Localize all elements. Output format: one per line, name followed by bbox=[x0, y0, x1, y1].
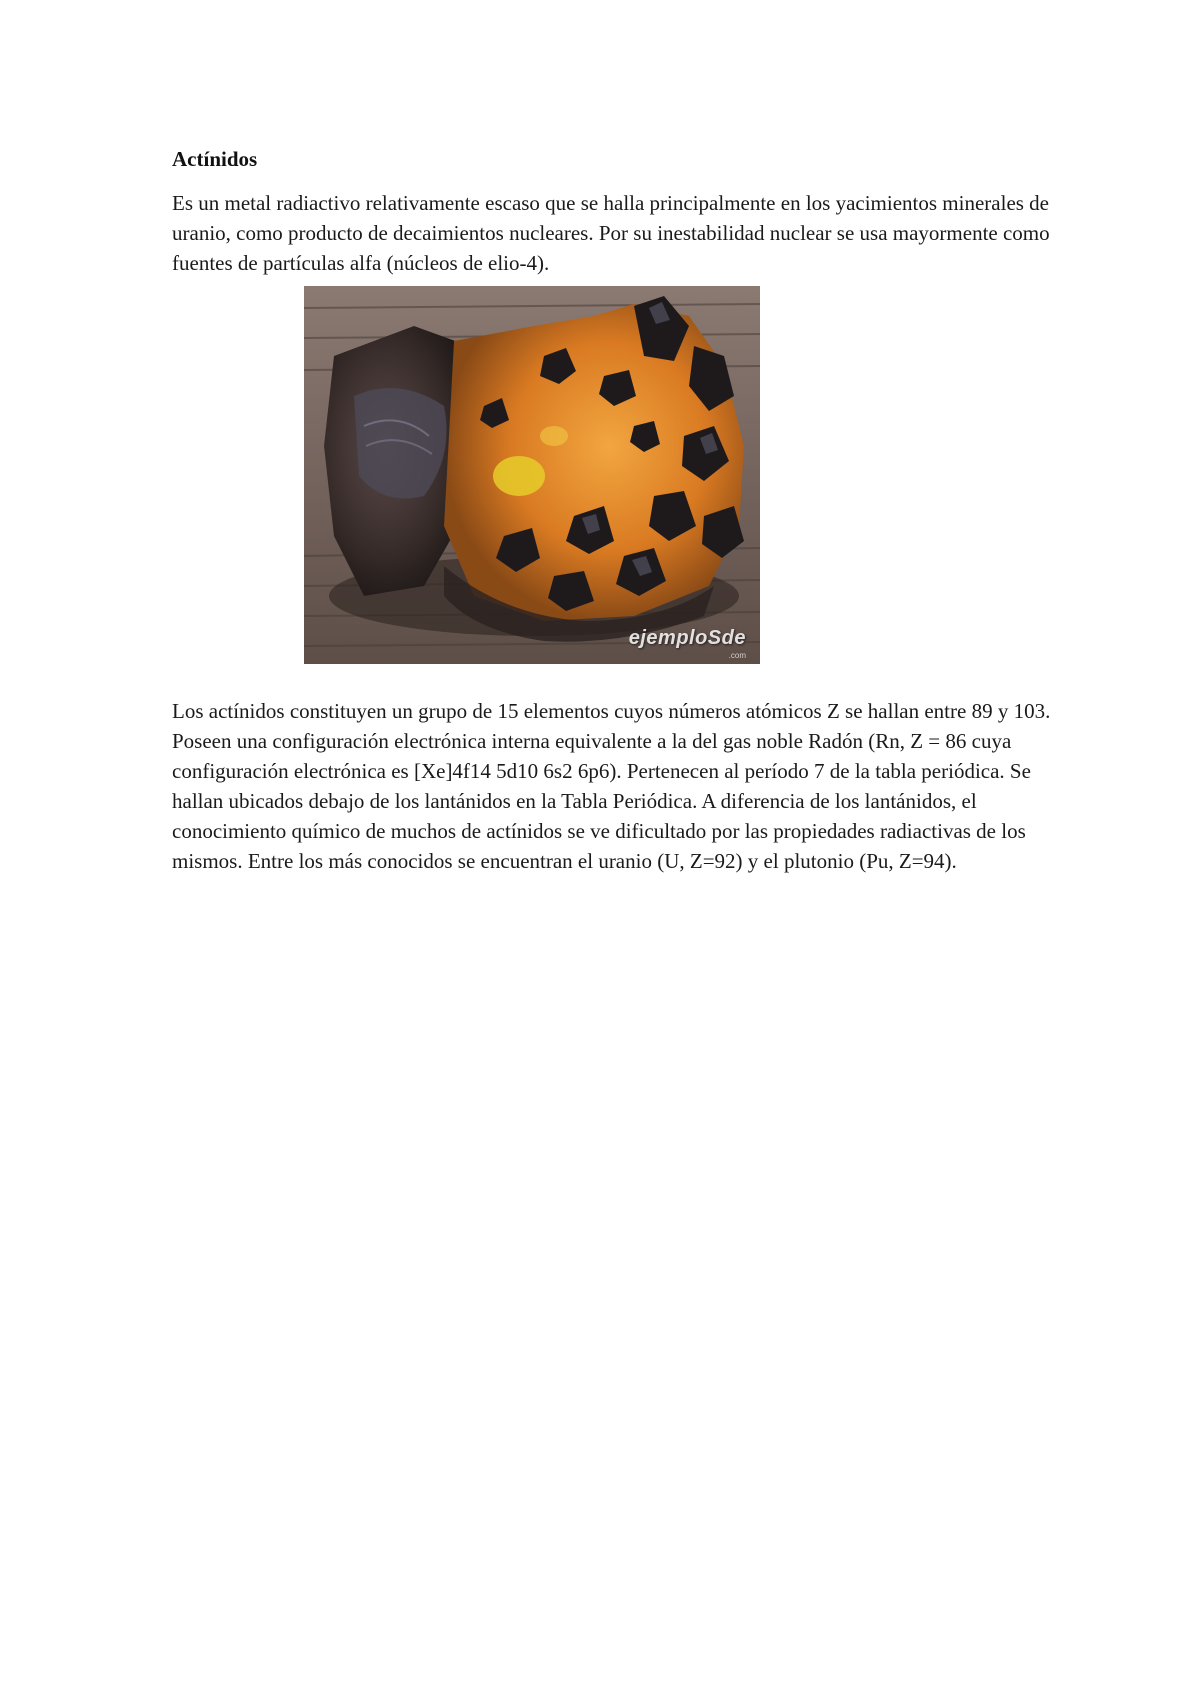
section-heading: Actínidos bbox=[172, 147, 258, 171]
watermark-logo: ejemploSde bbox=[628, 627, 746, 649]
figure-container bbox=[172, 286, 1052, 696]
mineral-photo bbox=[304, 286, 760, 664]
actinides-paragraph: Los actínidos constituyen un grupo de 15 elementos cuyos números atómicos Z se hallan entre 89 y 103. Poseen una configuración electrónica interna equivalente a la del gas noble Radón (Rn, Z = 86 cuya configuración electrónica es [Xe]4f14 5d10 6s2 6p6). Pertenecen al período 7 de la tabla periódica. Se hallan ubicados debajo de los lantánidos en la Tabla Periódica. A diferencia de los lantánidos, el conocimiento químico de muchos de actínidos se ve dificultado por las propiedades radiactivas de los mismos. Entre los más conocidos se encuentran el uranio (U, Z=92) y el plutonio (Pu, Z=94). bbox=[172, 699, 1051, 873]
intro-paragraph: Es un metal radiactivo relativamente escaso que se halla principalmente en los yacimientos minerales de uranio, como producto de decaimientos nucleares. Por su inestabilidad nuclear se usa mayormente como fuentes de partículas alfa (núcleos de elio-4). bbox=[172, 191, 1050, 275]
mineral-photo-illustration bbox=[304, 286, 760, 664]
document-body bbox=[172, 140, 1052, 876]
watermark-suffix: .com bbox=[728, 651, 746, 660]
